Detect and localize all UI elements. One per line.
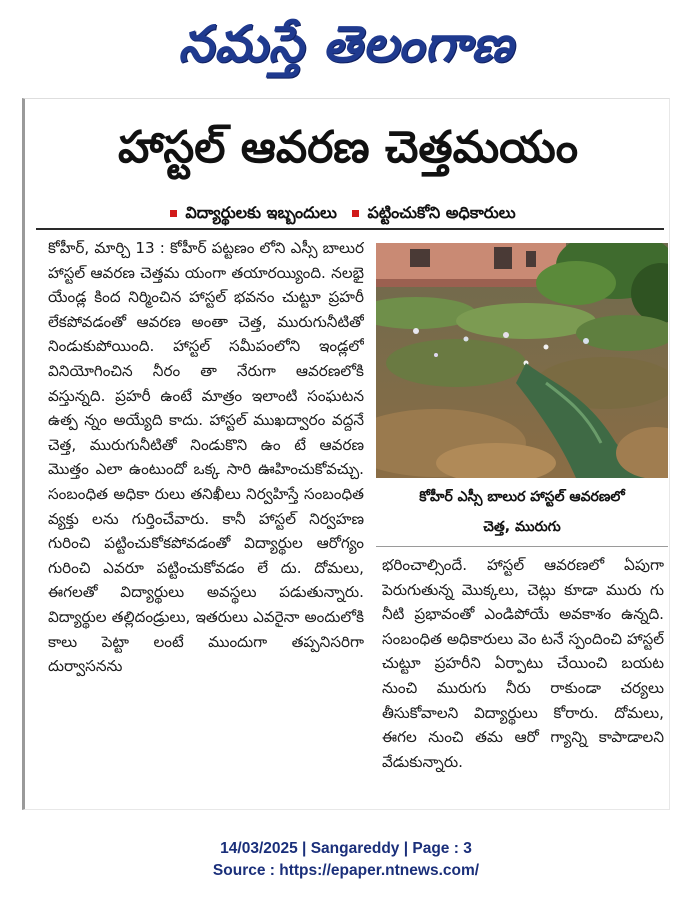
bullet-square-icon <box>352 210 359 217</box>
article-photo <box>376 243 668 478</box>
page-footer <box>0 838 692 882</box>
article-subheads <box>30 200 666 226</box>
body-paragraph-right: భరించాల్సిందే. హాస్టల్ ఆవరణలో ఏపుగా పెరుగుతున్న మొక్కలు, చెట్లు కూడా మురు గు నీటి ప్రభావంతో ఎండిపోయే అవకాశం ఉన్నది. సంబంధిత అధికారులు వెం టనే స్పందించి హాస్టల్ చుట్టూ ప్రహరీని ఏర్పాటు చేయించి బయట నుంచి మురుగు నీరు రాకుండా చర్యలు తీసుకోవాలని విద్యార్థులు కోరారు. దోమలు, ఈగల నుంచి తమ ఆరో గ్యాన్ని కాపాడాలని వేడుకున్నారు. <box>382 556 664 771</box>
body-paragraph-left: కోహీర్, మార్చి 13 : కోహీర్ పట్టణం లోని ఎస్సీ బాలుర హాస్టల్ ఆవరణ చెత్తమ యంగా తయారయ్యింది. నలభై యేండ్ల కింద నిర్మించిన హాస్టల్ భవనం చుట్టూ ప్రహరీ లేకపోవడంతో ఆవరణ అంతా చెత్త, మురుగునీటితో నిండుకుపోయింది. హాస్టల్ సమీపంలోని ఇండ్లలో వినియోగించిన నీరం తా నేరుగా ఆవరణలోకి వస్తున్నది. ప్రహరీ ఉంటే మాత్రం ఇలాంటి సంఘటన ఉత్ప న్నం అయ్యేది కాదు. హాస్టల్ ముఖద్వారం వద్దనే చెత్త, మురుగునీటితో నిండుకొని ఉం టే ఆవరణ మొత్తం ఎలా ఉంటుందో ఒక్క సారి ఊహించుకోవచ్చు. సంబంధిత అధికా రులు తనిఖీలు నిర్వహిస్తే సంబంధిత వ్యక్తు లను గుర్తించేవారు. కానీ హాస్టల్ నిర్వహణ గురించి పట్టించుకోకపోవడంతో విద్యార్థుల ఆరోగ్యం గురించి ఎవరూ పట్టించుకోవడం లే దు. దోమలు, ఈగలతో విద్యార్థులు అవస్థలు పడుతున్నారు. విద్యార్థుల తల్లిదండ్రులు, ఇతరులు ఎవరైనా అందులోకి కాలు పెట్టా లంటే ముందుగా తప్పనిసరిగా దుర్వాసనను <box>48 239 364 676</box>
article-headline: హాస్టల్ ఆవరణ చెత్తమయం <box>117 122 579 173</box>
hostel-yard-photo <box>376 243 668 478</box>
caption-divider <box>376 546 668 547</box>
bullet-square-icon <box>170 210 177 217</box>
footer-edition-line: 14/03/2025 | Sangareddy | Page : 3 <box>220 840 472 857</box>
footer-source-line: Source : https://epaper.ntnews.com/ <box>212 862 480 879</box>
subhead-1: విద్యార్థులకు ఇబ్బందులు <box>185 203 337 222</box>
article-body-left <box>48 236 364 806</box>
article-body-right <box>382 553 664 803</box>
subhead-2: పట్టించుకోని అధికారులు <box>367 203 516 222</box>
masthead-logo: నమస్తే తెలంగాణ <box>178 14 514 73</box>
headline-divider <box>36 228 664 230</box>
photo-caption <box>376 482 668 544</box>
photo-caption-line-2: చెత్త, మురుగు <box>483 519 561 535</box>
photo-caption-line-1: కోహీర్ ఎస్సీ బాలుర హాస్టల్ ఆవరణలో <box>419 489 625 505</box>
